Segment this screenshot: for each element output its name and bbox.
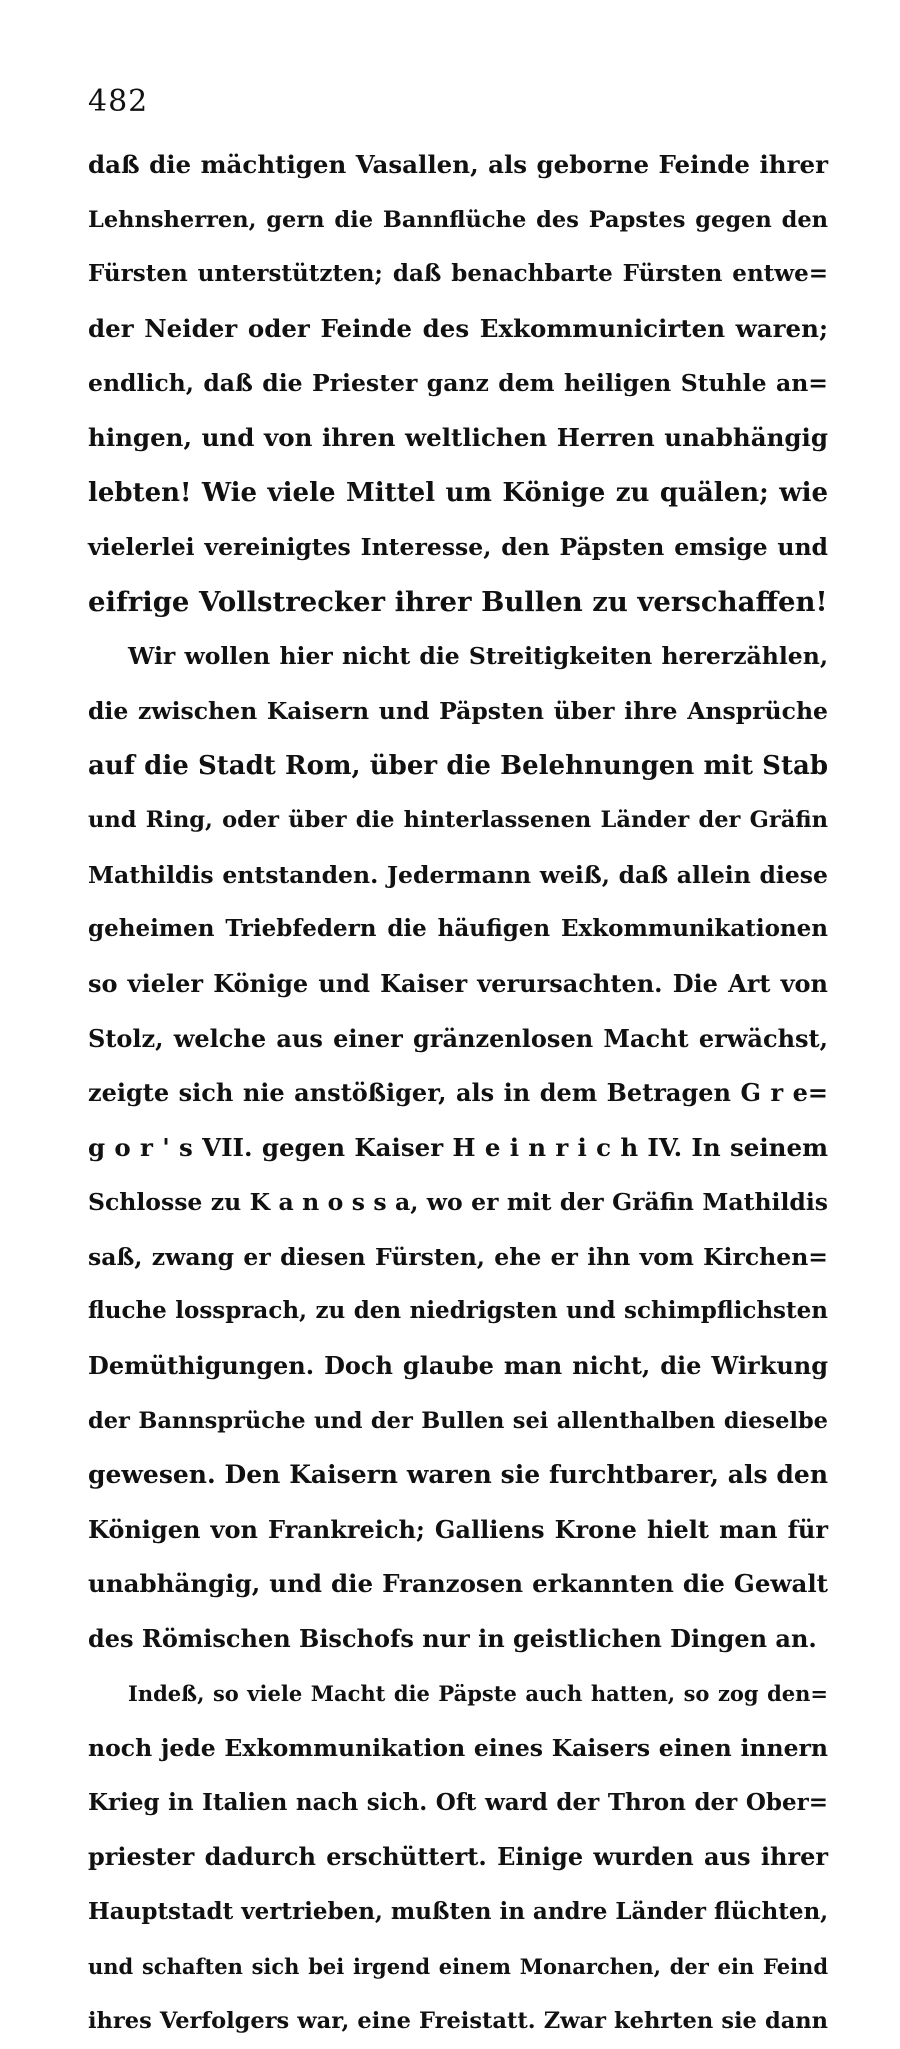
text-line: des Römischen Bischofs nur in geistlichen Dingen an.: [88, 1624, 817, 1654]
text-line: Stolz, welche aus einer gränzenlosen Macht erwächst,: [88, 1023, 828, 1053]
text-line: Hauptstadt vertrieben, mußten in andre Länder flüchten,: [88, 1898, 829, 1925]
text-line: daß die mächtigen Vasallen, als geborne Feinde ihrer: [88, 150, 828, 179]
text-line: unabhängig, und die Franzosen erkannten die Gewalt: [88, 1569, 828, 1599]
text-line: geheimen Triebfedern die häufigen Exkommunikationen: [88, 915, 828, 943]
text-line: der Neider oder Feinde des Exkommunicirten waren;: [88, 313, 828, 343]
text-line: auf die Stadt Rom, über die Belehnungen mit Stab: [88, 750, 828, 781]
text-line: lebten! Wie viele Mittel um Könige zu quälen; wie: [88, 477, 828, 508]
text-line: eifrige Vollstrecker ihrer Bullen zu verschaffen!: [88, 585, 828, 618]
text-line: Fürsten unterstützten; daß benachbarte Fürsten entwe=: [88, 260, 828, 288]
text-line: Demüthigungen. Doch glaube man nicht, die Wirkung: [88, 1351, 828, 1381]
text-line: zeigte sich nie anstößiger, als in dem Betragen G r e=: [88, 1078, 828, 1108]
text-line: hingen, und von ihren weltlichen Herren unabhängig: [88, 422, 828, 452]
text-line: saß, zwang er diesen Fürsten, ehe er ihn vom Kirchen=: [88, 1242, 828, 1271]
text-line: priester dadurch erschüttert. Einige wurden aus ihrer: [88, 1842, 828, 1872]
text-line: Königen von Frankreich; Galliens Krone hielt man für: [88, 1514, 828, 1544]
page-number: 482: [88, 84, 149, 119]
text-line: ihres Verfolgers war, eine Freistatt. Zwar kehrten sie dann: [88, 2008, 828, 2035]
text-line: Schlosse zu K a n o s s a, wo er mit der Gräfin Mathildis: [88, 1188, 828, 1217]
text-line: g o r ' s VII. gegen Kaiser H e i n r i c h IV. In seinem: [88, 1132, 828, 1162]
text-line: Krieg in Italien nach sich. Oft ward der Thron der Ober=: [88, 1788, 828, 1816]
text-line: die zwischen Kaisern und Päpsten über ihre Ansprüche: [88, 696, 828, 725]
text-line: vielerlei vereinigtes Interesse, den Päpsten emsige und: [88, 533, 828, 562]
text-line: so vieler Könige und Kaiser verursachten. Die Art von: [88, 968, 828, 998]
text-line: Mathildis entstanden. Jedermann weiß, daß allein diese: [88, 860, 828, 889]
text-line: Wir wollen hier nicht die Streitigkeiten hererzählen,: [128, 642, 828, 671]
text-line: der Bannsprüche und der Bullen sei allenthalben dieselbe: [88, 1407, 828, 1434]
text-line: und schaften sich bei irgend einem Monarchen, der ein Feind: [88, 1953, 828, 1979]
text-line: endlich, daß die Priester ganz dem heiligen Stuhle an=: [88, 369, 828, 398]
body-text: [88, 138, 828, 2049]
text-line: Lehnsherren, gern die Bannflüche des Papstes gegen den: [88, 206, 828, 233]
text-line: fluche lossprach, zu den niedrigsten und schimpflichsten: [88, 1297, 828, 1325]
text-line: noch jede Exkommunikation eines Kaisers einen innern: [88, 1734, 828, 1763]
text-line: gewesen. Den Kaisern waren sie furchtbarer, als den: [88, 1460, 828, 1490]
text-line: Indeß, so viele Macht die Päpste auch hatten, so zog den=: [128, 1680, 828, 1706]
text-line: und Ring, oder über die hinterlassenen Länder der Gräfin: [88, 807, 828, 834]
